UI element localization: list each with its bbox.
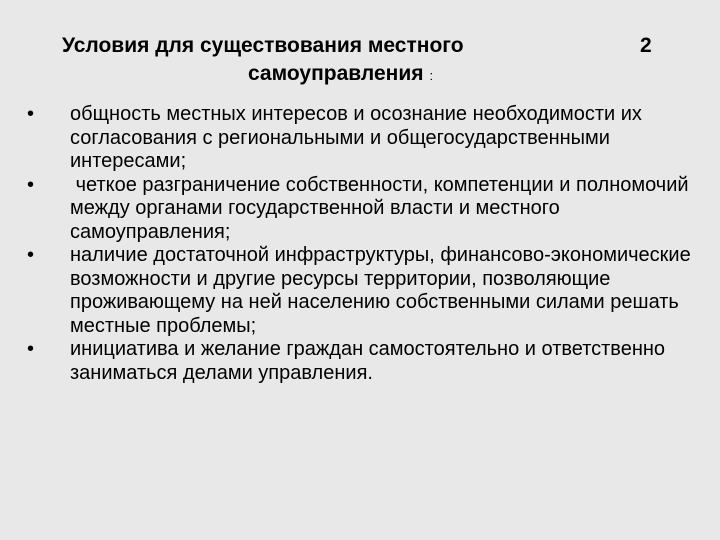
slide-number: 2 xyxy=(640,34,652,57)
bullet-text: наличие достаточной инфраструктуры, финансово-экономические возможности и другие ресурсы территории, позволяющие проживающему на ней населению собственными силами решать местные проблемы; xyxy=(70,244,691,337)
slide-title-colon: : xyxy=(429,68,434,83)
bullet-item xyxy=(0,174,720,245)
bullet-list xyxy=(0,103,720,385)
bullet-item xyxy=(0,103,720,174)
bullet-marker: • xyxy=(27,173,35,196)
slide-title-line1: Условия для существования местного xyxy=(62,34,464,57)
slide-title-line2 xyxy=(248,61,433,89)
bullet-text: инициатива и желание граждан самостоятельно и ответственно заниматься делами управления. xyxy=(70,338,666,384)
bullet-marker: • xyxy=(27,338,35,360)
bullet-text: четкое разграничение собственности, компетенции и полномочий между органами государственной власти и местного самоуправления; xyxy=(70,173,695,243)
bullet-text: общность местных интересов и осознание необходимости их согласования с региональными и общегосударственными интересами; xyxy=(70,103,642,172)
bullet-marker: • xyxy=(27,103,35,125)
bullet-item xyxy=(0,244,720,338)
bullet-marker: • xyxy=(27,244,35,266)
slide-title-line2-text: самоуправления xyxy=(248,62,424,85)
bullet-item xyxy=(0,338,720,385)
